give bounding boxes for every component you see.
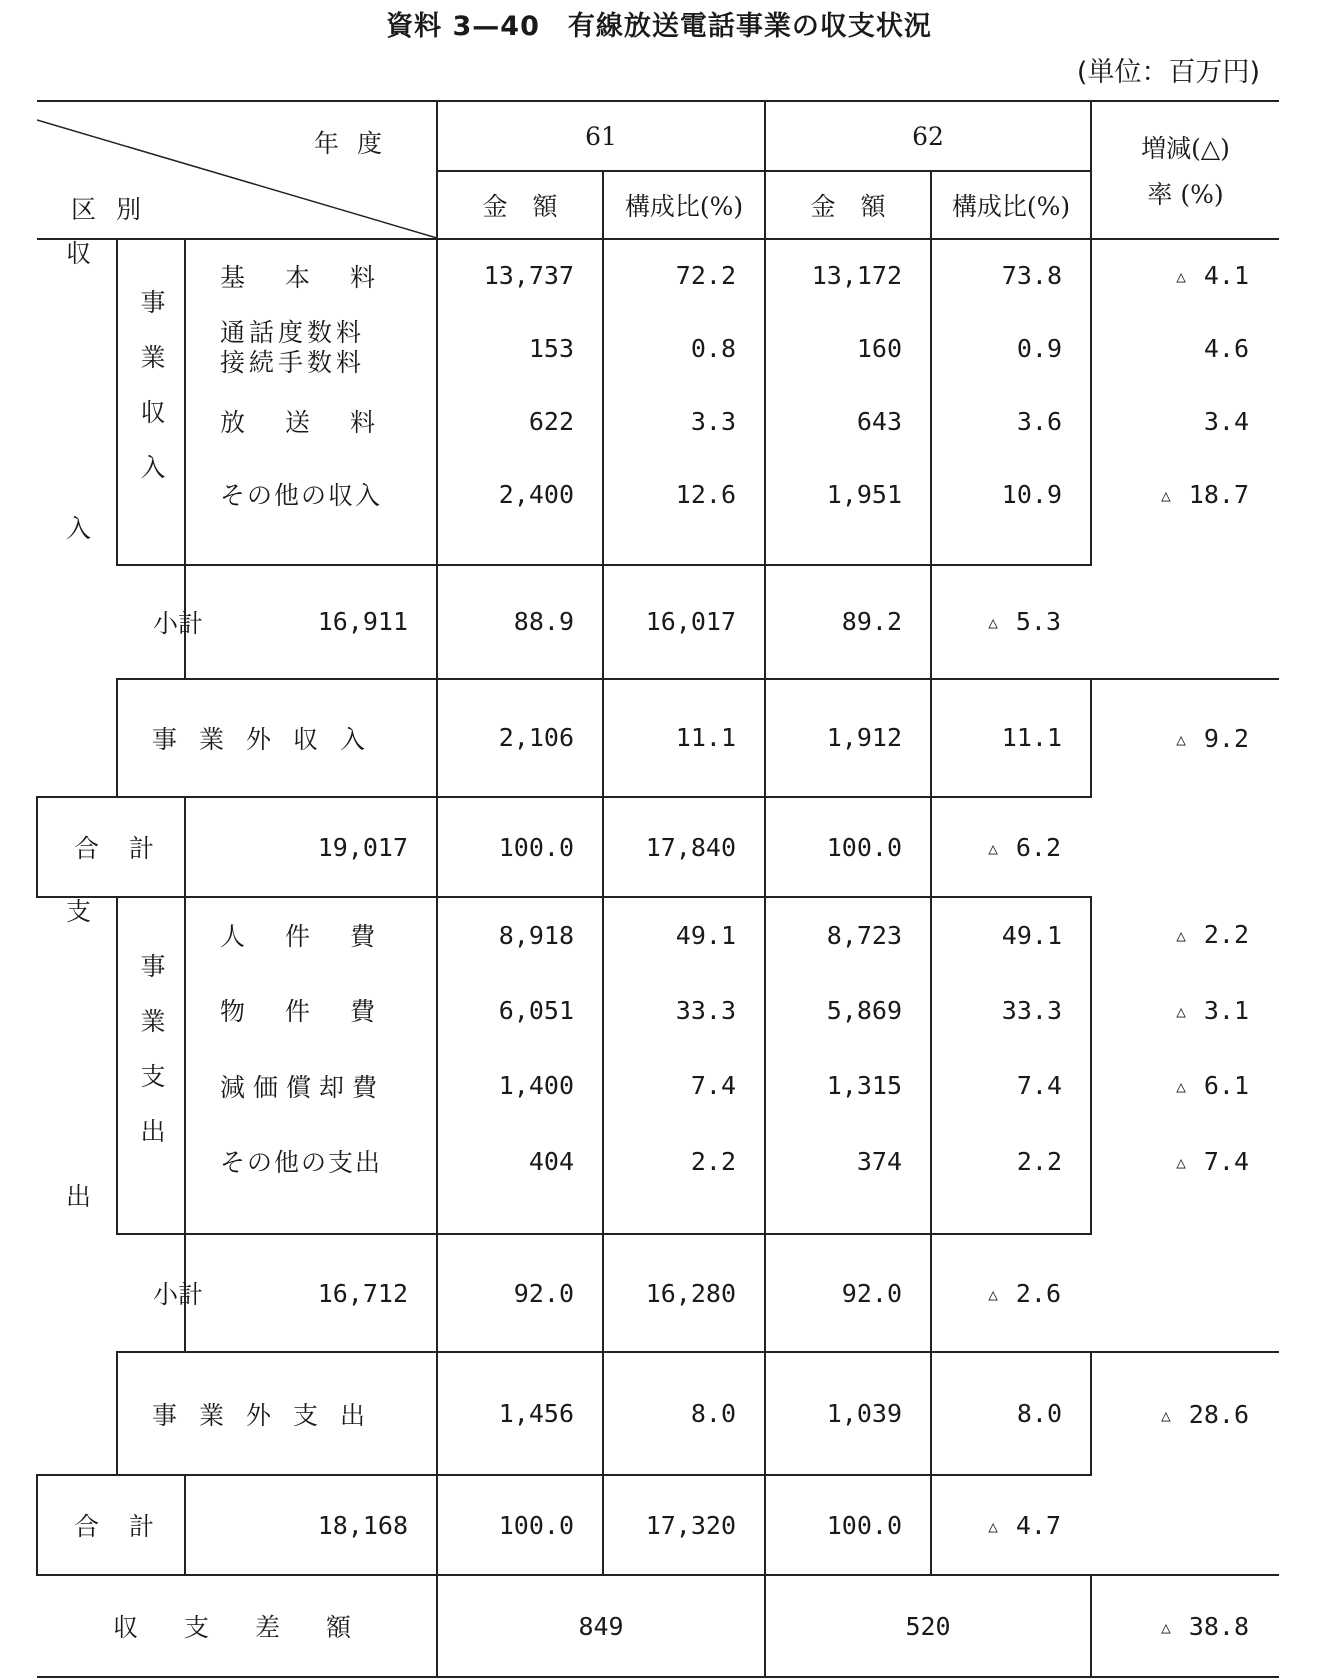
revenue-side-label (37, 239, 117, 797)
total-label: 合 計 (37, 797, 185, 897)
ratio-62: 100.0 (765, 797, 931, 897)
amount-61: 13,737 (437, 239, 603, 312)
ratio-62: 11.1 (931, 679, 1091, 797)
decrease-triangle-icon: △ (1161, 1617, 1171, 1637)
table-row-nonoperating (37, 1352, 1279, 1475)
amount-61: 16,911 (185, 565, 437, 679)
decrease-triangle-icon: △ (988, 1516, 998, 1536)
change-rate: △ 9.2 (1091, 679, 1279, 797)
amount-62: 5,869 (765, 972, 931, 1047)
unit-label: (単位：百万円) (1076, 57, 1260, 88)
header-ratio-62: 構成比(%) (931, 171, 1091, 239)
header-amount-62: 金 額 (765, 171, 931, 239)
ratio-61: 100.0 (437, 1475, 603, 1575)
amount-61: 8,918 (437, 897, 603, 972)
change-rate: △ 2.6 (931, 1234, 1091, 1352)
row-label: 人件費 (220, 922, 416, 952)
amount-62: 160 (765, 312, 931, 385)
change-rate: 4.6 (1091, 312, 1279, 385)
change-rate: △ 4.1 (1091, 239, 1279, 312)
table-row (37, 312, 1279, 385)
nonop-label: 事業外収入 (117, 679, 437, 797)
table-row (37, 1123, 1279, 1198)
ratio-61: 0.8 (603, 312, 765, 385)
balance-label-text: 収支差額 (113, 1613, 398, 1642)
table-row-subtotal (37, 1234, 1279, 1352)
amount-62: 16,017 (603, 565, 765, 679)
change-rate: △ 7.4 (1091, 1123, 1279, 1198)
row-label: その他の支出 (220, 1148, 383, 1178)
amount-61: 622 (437, 385, 603, 458)
ratio-61: 88.9 (437, 565, 603, 679)
ratio-62: 0.9 (931, 312, 1091, 385)
expense-side-top: 支 (62, 898, 92, 1183)
ratio-62: 89.2 (765, 565, 931, 679)
header-ratio-61: 構成比(%) (603, 171, 765, 239)
ratio-61: 7.4 (603, 1048, 765, 1123)
decrease-triangle-icon: △ (988, 613, 998, 633)
table-row-total (37, 1475, 1279, 1575)
decrease-triangle-icon: △ (1161, 1405, 1171, 1425)
ratio-62: 92.0 (765, 1234, 931, 1352)
row-label: 減価償却費 (220, 1072, 386, 1102)
ratio-62: 33.3 (931, 972, 1091, 1047)
amount-62: 17,840 (603, 797, 765, 897)
balance-label (37, 1575, 437, 1677)
decrease-triangle-icon: △ (1161, 485, 1171, 505)
revenue-side-bottom: 入 (62, 515, 92, 790)
change-rate: △ 3.1 (1091, 972, 1279, 1047)
row-label: 放送料 (220, 408, 416, 438)
amount-61: 2,400 (437, 458, 603, 531)
amount-61: 18,168 (185, 1475, 437, 1575)
subtotal-label: 小 計 (117, 565, 185, 679)
header-amount-61: 金 額 (437, 171, 603, 239)
amount-61: 1,400 (437, 1048, 603, 1123)
ratio-61: 11.1 (603, 679, 765, 797)
header-division-label: 区別 (71, 195, 162, 224)
amount-61: 2,106 (437, 679, 603, 797)
ratio-62: 8.0 (931, 1352, 1091, 1475)
balance-61: 849 (437, 1575, 765, 1677)
table-row (37, 972, 1279, 1047)
revenue-group-label: 事業収入 (117, 239, 185, 565)
table-row (37, 239, 1279, 312)
amount-62: 8,723 (765, 897, 931, 972)
ratio-62: 2.2 (931, 1123, 1091, 1198)
total-label: 合 計 (37, 1475, 185, 1575)
table-row-balance (37, 1575, 1279, 1677)
spacer-row (37, 531, 1279, 565)
table-row (37, 897, 1279, 972)
ratio-61: 100.0 (437, 797, 603, 897)
header-year-label: 年度 (314, 129, 401, 158)
header-corner (37, 101, 437, 239)
row-label: 物件費 (220, 997, 416, 1027)
decrease-triangle-icon: △ (1176, 1077, 1186, 1097)
change-rate: 3.4 (1091, 385, 1279, 458)
decrease-triangle-icon: △ (1176, 1001, 1186, 1021)
table-row (37, 458, 1279, 531)
header-change (1091, 101, 1279, 239)
change-rate: △ 18.7 (1091, 458, 1279, 531)
page-title: 資料 3—40 有線放送電話事業の収支状況 (386, 11, 932, 42)
change-rate: △ 4.7 (931, 1475, 1091, 1575)
amount-61: 1,456 (437, 1352, 603, 1475)
amount-61: 16,712 (185, 1234, 437, 1352)
table-row (37, 385, 1279, 458)
expense-side-bottom: 出 (62, 1183, 92, 1468)
amount-62: 1,912 (765, 679, 931, 797)
ratio-61: 72.2 (603, 239, 765, 312)
amount-62: 16,280 (603, 1234, 765, 1352)
row-label: 通話度数料 接続手数料 (220, 318, 366, 378)
header-year-62: 62 (765, 101, 1091, 171)
change-rate: △ 6.2 (931, 797, 1091, 897)
revenue-side-top: 収 (62, 240, 92, 515)
amount-62: 1,039 (765, 1352, 931, 1475)
ratio-61: 8.0 (603, 1352, 765, 1475)
expense-side-label (37, 897, 117, 1475)
decrease-triangle-icon: △ (1176, 729, 1186, 749)
amount-62: 1,315 (765, 1048, 931, 1123)
change-rate: △ 6.1 (1091, 1048, 1279, 1123)
decrease-triangle-icon: △ (1176, 267, 1186, 287)
header-change-line1: 増減(△) (1141, 134, 1230, 163)
amount-61: 19,017 (185, 797, 437, 897)
table-row-subtotal (37, 565, 1279, 679)
ratio-61: 12.6 (603, 458, 765, 531)
ratio-62: 73.8 (931, 239, 1091, 312)
expense-group-label: 事業支出 (117, 897, 185, 1234)
amount-62: 643 (765, 385, 931, 458)
change-rate: △ 2.2 (1091, 897, 1279, 972)
ratio-61: 3.3 (603, 385, 765, 458)
subtotal-label: 小 計 (117, 1234, 185, 1352)
amount-62: 13,172 (765, 239, 931, 312)
ratio-61: 33.3 (603, 972, 765, 1047)
amount-61: 6,051 (437, 972, 603, 1047)
decrease-triangle-icon: △ (1176, 1152, 1186, 1172)
amount-61: 153 (437, 312, 603, 385)
amount-61: 404 (437, 1123, 603, 1198)
ratio-62: 3.6 (931, 385, 1091, 458)
ratio-62: 100.0 (765, 1475, 931, 1575)
row-label: その他の収入 (220, 481, 383, 511)
ratio-61: 92.0 (437, 1234, 603, 1352)
header-change-line2: 率 (%) (1147, 180, 1224, 209)
table-row-total (37, 797, 1279, 897)
ratio-62: 10.9 (931, 458, 1091, 531)
decrease-triangle-icon: △ (988, 838, 998, 858)
change-rate: △ 28.6 (1091, 1352, 1279, 1475)
ratio-61: 2.2 (603, 1123, 765, 1198)
header-year-61: 61 (437, 101, 765, 171)
amount-62: 1,951 (765, 458, 931, 531)
decrease-triangle-icon: △ (988, 1284, 998, 1304)
balance-change: △ 38.8 (1091, 1575, 1279, 1677)
ratio-62: 7.4 (931, 1048, 1091, 1123)
table-row-nonoperating (37, 679, 1279, 797)
balance-62: 520 (765, 1575, 1091, 1677)
row-label: 基本料 (220, 262, 416, 292)
nonop-label: 事業外支出 (117, 1352, 437, 1475)
amount-62: 374 (765, 1123, 931, 1198)
spacer-row (37, 1199, 1279, 1234)
amount-62: 17,320 (603, 1475, 765, 1575)
revenue-expense-table (36, 100, 1279, 1678)
ratio-61: 49.1 (603, 897, 765, 972)
table-row (37, 1048, 1279, 1123)
change-rate: △ 5.3 (931, 565, 1091, 679)
ratio-62: 49.1 (931, 897, 1091, 972)
decrease-triangle-icon: △ (1176, 926, 1186, 946)
